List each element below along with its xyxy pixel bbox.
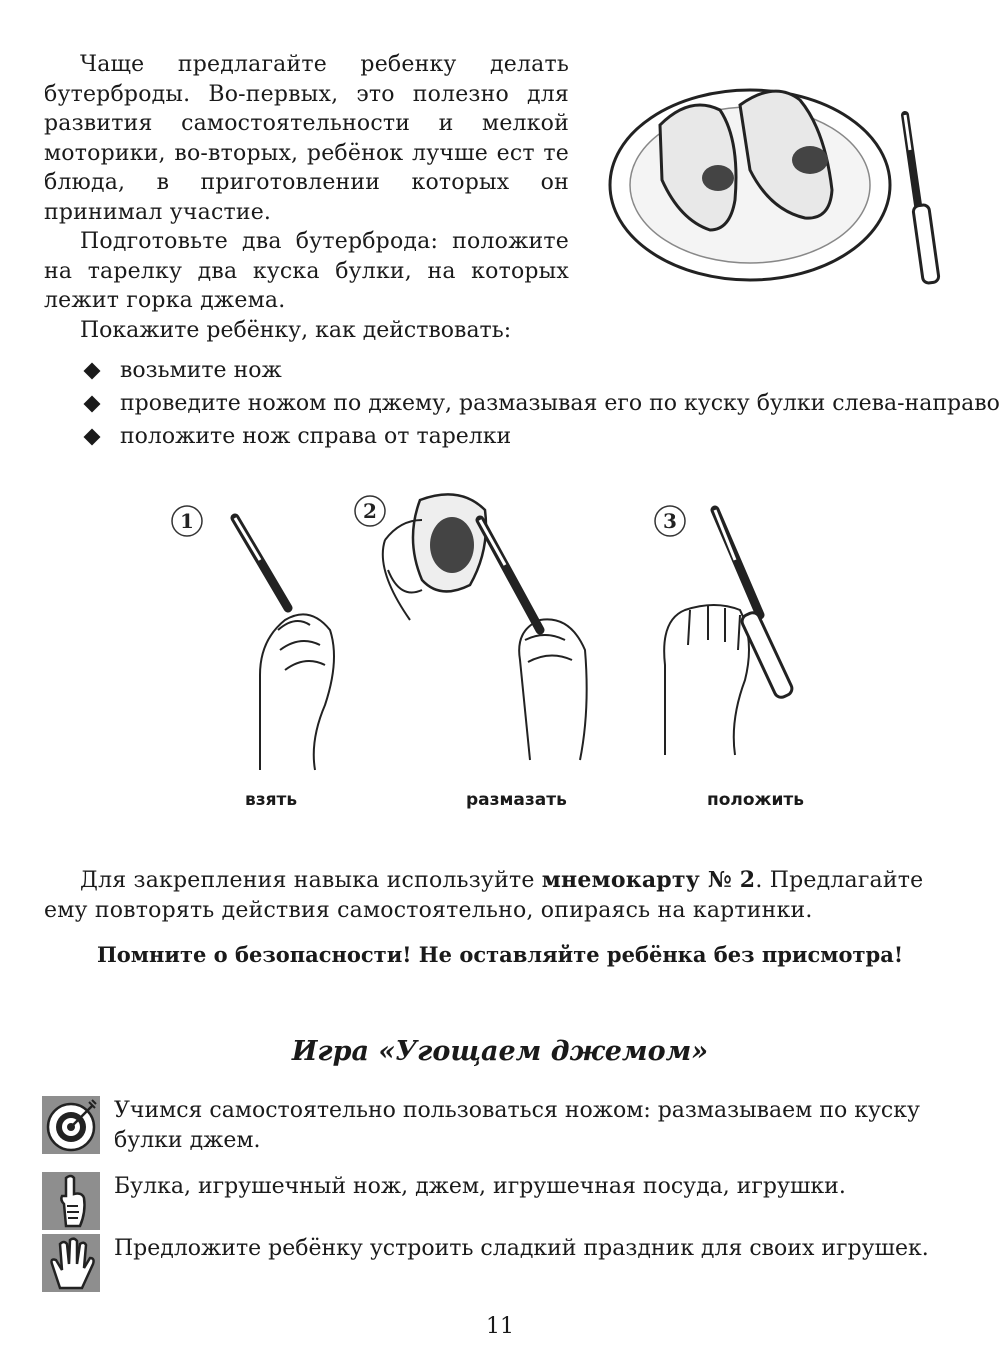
step-1-illustration bbox=[172, 506, 334, 770]
step-caption: взять bbox=[245, 790, 298, 810]
steps-illustration bbox=[160, 490, 850, 780]
step-number: 2 bbox=[363, 499, 377, 523]
diamond-bullet-icon bbox=[84, 395, 101, 412]
list-item: возьмите нож bbox=[78, 354, 1000, 387]
diamond-bullet-icon bbox=[84, 362, 101, 379]
plate-with-sandwiches-illustration bbox=[600, 80, 970, 295]
open-hand-icon bbox=[42, 1234, 100, 1292]
game-goal-row bbox=[42, 1096, 966, 1156]
step-number: 1 bbox=[180, 509, 194, 533]
instruction-list bbox=[78, 354, 1000, 453]
pointing-hand-icon bbox=[42, 1172, 100, 1230]
list-item: положите нож справа от тарелки bbox=[78, 420, 1000, 453]
game-goal-text: Учимся самостоятельно пользоваться ножом: размазываем по куску булки джем. bbox=[114, 1098, 920, 1153]
page-number: 11 bbox=[486, 1314, 514, 1339]
intro-text bbox=[44, 50, 569, 316]
intro-paragraph-1: Чаще предлагайте ребенку делать бутерброды. Во-первых, это полезно для развития самостоятельности и мелкой моторики, во-вторых, ребёнок лучше ест те блюда, в приготовлении которых он принимал участие. bbox=[44, 52, 569, 225]
game-materials-row bbox=[42, 1172, 966, 1230]
show-label: Покажите ребёнку, как действовать: bbox=[80, 318, 512, 343]
game-materials-text: Булка, игрушечный нож, джем, игрушечная посуда, игрушки. bbox=[114, 1174, 846, 1199]
step-3-illustration bbox=[655, 506, 794, 755]
game-action-text: Предложите ребёнку устроить сладкий праздник для своих игрушек. bbox=[114, 1236, 929, 1261]
diamond-bullet-icon bbox=[84, 428, 101, 445]
step-caption: размазать bbox=[466, 790, 567, 810]
consolidation-paragraph: Для закрепления навыка используйте мнемокарту № 2. Предлагайте ему повторять действия самостоятельно, опираясь на картинки. bbox=[44, 867, 924, 923]
mnemocard-reference: мнемокарту № 2 bbox=[541, 867, 756, 893]
game-action-row bbox=[42, 1234, 966, 1292]
game-title: Игра «Угощаем джемом» bbox=[291, 1036, 709, 1067]
target-icon bbox=[42, 1096, 100, 1154]
step-number: 3 bbox=[663, 509, 677, 533]
step-caption: положить bbox=[707, 790, 804, 810]
safety-warning: Помните о безопасности! Не оставляйте ребёнка без присмотра! bbox=[96, 942, 904, 967]
step-2-illustration bbox=[355, 494, 587, 760]
list-item: проведите ножом по джему, размазывая его по куску булки слева-направо bbox=[78, 387, 1000, 420]
intro-paragraph-2: Подготовьте два бутерброда: положите на тарелку два куска булки, на которых лежит горка джема. bbox=[44, 229, 569, 313]
